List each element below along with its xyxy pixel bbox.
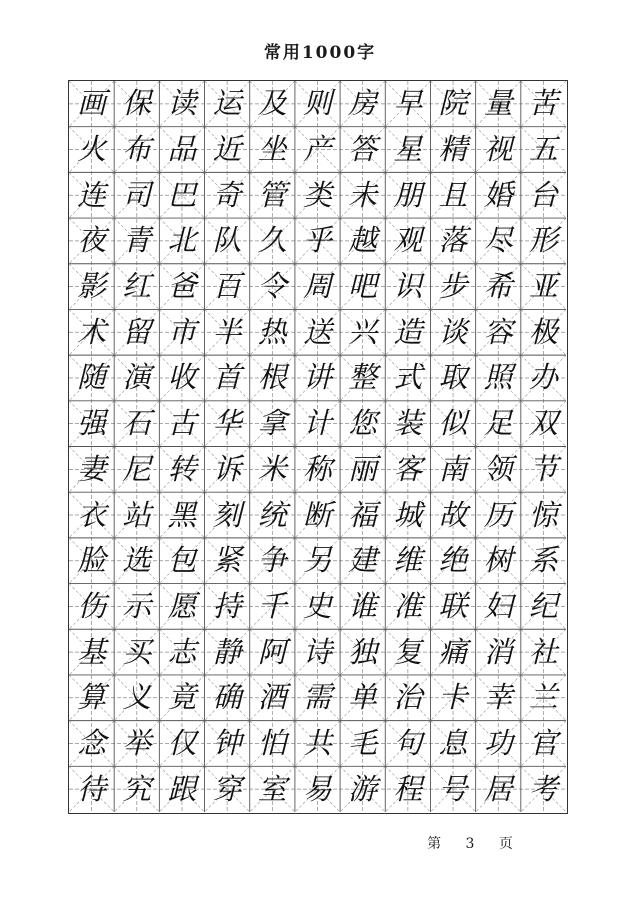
character-cell: 火	[77, 132, 107, 167]
character-cell: 考	[528, 771, 558, 806]
character-cell: 室	[257, 771, 287, 806]
character-cell: 似	[438, 406, 468, 441]
character-cell: 统	[257, 497, 287, 532]
character-cell: 静	[212, 634, 242, 669]
character-cell: 紧	[212, 543, 242, 578]
character-cell: 念	[77, 725, 107, 760]
character-cell: 青	[122, 223, 152, 258]
character-cell: 算	[77, 680, 107, 715]
character-cell: 竟	[167, 680, 197, 715]
character-cell: 容	[483, 314, 513, 349]
character-cell: 周	[302, 269, 332, 304]
character-cell: 兰	[528, 680, 558, 715]
character-cell: 强	[77, 406, 107, 441]
character-cell: 纪	[528, 588, 558, 623]
character-cell: 品	[167, 132, 197, 167]
character-cell: 争	[257, 543, 287, 578]
character-cell: 称	[302, 451, 332, 486]
character-cell: 爸	[167, 269, 197, 304]
character-cell: 诉	[212, 451, 242, 486]
character-cell: 妇	[483, 588, 513, 623]
character-cell: 共	[302, 725, 332, 760]
character-cell: 号	[438, 771, 468, 806]
character-cell: 易	[302, 771, 332, 806]
character-cell: 领	[483, 451, 513, 486]
character-cell: 绝	[438, 543, 468, 578]
character-cell: 尽	[483, 223, 513, 258]
character-cell: 影	[77, 269, 107, 304]
character-grid	[69, 81, 566, 812]
character-cell: 城	[393, 497, 423, 532]
character-cell: 义	[122, 680, 152, 715]
character-cell: 卡	[438, 680, 468, 715]
character-cell: 愿	[167, 588, 197, 623]
character-cell: 观	[393, 223, 423, 258]
character-cell: 苦	[528, 86, 558, 121]
character-cell: 术	[77, 314, 107, 349]
character-cell: 华	[212, 406, 242, 441]
character-cell: 幸	[483, 680, 513, 715]
character-cell: 买	[122, 634, 152, 669]
character-cell: 形	[528, 223, 558, 258]
character-cell: 足	[483, 406, 513, 441]
practice-grid	[68, 80, 568, 814]
character-cell: 建	[348, 543, 378, 578]
character-cell: 石	[122, 406, 152, 441]
character-cell: 计	[302, 406, 332, 441]
character-cell: 痛	[438, 634, 468, 669]
page-number-prefix: 第	[427, 836, 442, 852]
character-cell: 拿	[257, 406, 287, 441]
character-cell: 产	[302, 132, 332, 167]
character-cell: 社	[528, 634, 558, 669]
character-cell: 房	[348, 86, 378, 121]
character-cell: 息	[438, 725, 468, 760]
character-cell: 红	[122, 269, 152, 304]
character-cell: 造	[393, 314, 423, 349]
character-cell: 讲	[302, 360, 332, 395]
character-cell: 兴	[348, 314, 378, 349]
character-cell: 伤	[77, 588, 107, 623]
character-cell: 谈	[438, 314, 468, 349]
character-cell: 奇	[212, 177, 242, 212]
character-cell: 办	[528, 360, 558, 395]
character-cell: 黑	[167, 497, 197, 532]
character-cell: 视	[483, 132, 513, 167]
character-cell: 选	[122, 543, 152, 578]
character-cell: 北	[167, 223, 197, 258]
character-cell: 画	[77, 86, 107, 121]
character-cell: 古	[167, 406, 197, 441]
character-cell: 米	[257, 451, 287, 486]
character-cell: 待	[77, 771, 107, 806]
character-cell: 连	[77, 177, 107, 212]
character-cell: 院	[438, 86, 468, 121]
character-cell: 功	[483, 725, 513, 760]
character-cell: 队	[212, 223, 242, 258]
character-cell: 准	[393, 588, 423, 623]
character-cell: 确	[212, 680, 242, 715]
character-cell: 且	[438, 177, 468, 212]
character-cell: 持	[212, 588, 242, 623]
character-cell: 量	[483, 86, 513, 121]
character-cell: 另	[302, 543, 332, 578]
character-cell: 基	[77, 634, 107, 669]
character-cell: 整	[348, 360, 378, 395]
page-number	[0, 833, 640, 853]
character-cell: 历	[483, 497, 513, 532]
character-cell: 句	[393, 725, 423, 760]
character-cell: 刻	[212, 497, 242, 532]
page-number-value: 3	[465, 836, 475, 852]
character-cell: 精	[438, 132, 468, 167]
character-cell: 南	[438, 451, 468, 486]
character-cell: 阿	[257, 634, 287, 669]
character-cell: 首	[212, 360, 242, 395]
character-cell: 系	[528, 543, 558, 578]
character-cell: 台	[528, 177, 558, 212]
character-cell: 节	[528, 451, 558, 486]
character-cell: 需	[302, 680, 332, 715]
character-cell: 复	[393, 634, 423, 669]
character-cell: 落	[438, 223, 468, 258]
character-cell: 单	[348, 680, 378, 715]
character-cell: 官	[528, 725, 558, 760]
character-cell: 读	[167, 86, 197, 121]
character-cell: 极	[528, 314, 558, 349]
character-cell: 装	[393, 406, 423, 441]
character-cell: 独	[348, 634, 378, 669]
character-cell: 市	[167, 314, 197, 349]
character-cell: 演	[122, 360, 152, 395]
character-cell: 衣	[77, 497, 107, 532]
character-cell: 星	[393, 132, 423, 167]
character-cell: 管	[257, 177, 287, 212]
character-cell: 妻	[77, 451, 107, 486]
character-cell: 举	[122, 725, 152, 760]
character-cell: 消	[483, 634, 513, 669]
page-number-suffix: 页	[498, 836, 513, 852]
page-title: 常用1000字	[263, 43, 377, 63]
character-cell: 怕	[257, 725, 287, 760]
character-cell: 您	[348, 406, 378, 441]
character-cell: 司	[122, 177, 152, 212]
character-cell: 居	[483, 771, 513, 806]
character-cell: 客	[393, 451, 423, 486]
character-cell: 照	[483, 360, 513, 395]
character-cell: 留	[122, 314, 152, 349]
character-cell: 则	[302, 86, 332, 121]
character-cell: 五	[528, 132, 558, 167]
character-cell: 久	[257, 223, 287, 258]
character-cell: 乎	[302, 223, 332, 258]
character-cell: 吧	[348, 269, 378, 304]
character-cell: 脸	[77, 543, 107, 578]
character-cell: 运	[212, 86, 242, 121]
character-cell: 究	[122, 771, 152, 806]
character-cell: 亚	[528, 269, 558, 304]
character-cell: 站	[122, 497, 152, 532]
character-cell: 送	[302, 314, 332, 349]
character-cell: 双	[528, 406, 558, 441]
character-cell: 程	[393, 771, 423, 806]
character-cell: 惊	[528, 497, 558, 532]
character-cell: 婚	[483, 177, 513, 212]
character-cell: 式	[393, 360, 423, 395]
character-cell: 布	[122, 132, 152, 167]
character-cell: 步	[438, 269, 468, 304]
character-cell: 断	[302, 497, 332, 532]
character-cell: 联	[438, 588, 468, 623]
character-cell: 志	[167, 634, 197, 669]
character-cell: 包	[167, 543, 197, 578]
character-cell: 越	[348, 223, 378, 258]
character-cell: 热	[257, 314, 287, 349]
character-cell: 朋	[393, 177, 423, 212]
character-cell: 转	[167, 451, 197, 486]
character-cell: 游	[348, 771, 378, 806]
character-cell: 未	[348, 177, 378, 212]
character-cell: 史	[302, 588, 332, 623]
character-cell: 随	[77, 360, 107, 395]
character-cell: 希	[483, 269, 513, 304]
character-cell: 谁	[348, 588, 378, 623]
character-cell: 治	[393, 680, 423, 715]
character-cell: 福	[348, 497, 378, 532]
character-cell: 保	[122, 86, 152, 121]
character-cell: 穿	[212, 771, 242, 806]
character-cell: 诗	[302, 634, 332, 669]
character-cell: 百	[212, 269, 242, 304]
character-cell: 跟	[167, 771, 197, 806]
character-cell: 尼	[122, 451, 152, 486]
character-cell: 夜	[77, 223, 107, 258]
character-cell: 早	[393, 86, 423, 121]
character-cell: 钟	[212, 725, 242, 760]
character-cell: 识	[393, 269, 423, 304]
character-cell: 取	[438, 360, 468, 395]
character-cell: 丽	[348, 451, 378, 486]
character-cell: 酒	[257, 680, 287, 715]
character-cell: 根	[257, 360, 287, 395]
character-cell: 示	[122, 588, 152, 623]
character-cell: 近	[212, 132, 242, 167]
character-cell: 树	[483, 543, 513, 578]
character-cell: 令	[257, 269, 287, 304]
character-cell: 维	[393, 543, 423, 578]
character-cell: 及	[257, 86, 287, 121]
character-cell: 仅	[167, 725, 197, 760]
character-cell: 答	[348, 132, 378, 167]
character-cell: 巴	[167, 177, 197, 212]
character-cell: 千	[257, 588, 287, 623]
character-cell: 收	[167, 360, 197, 395]
character-cell: 类	[302, 177, 332, 212]
character-cell: 坐	[257, 132, 287, 167]
character-cell: 故	[438, 497, 468, 532]
character-cell: 半	[212, 314, 242, 349]
character-cell: 毛	[348, 725, 378, 760]
